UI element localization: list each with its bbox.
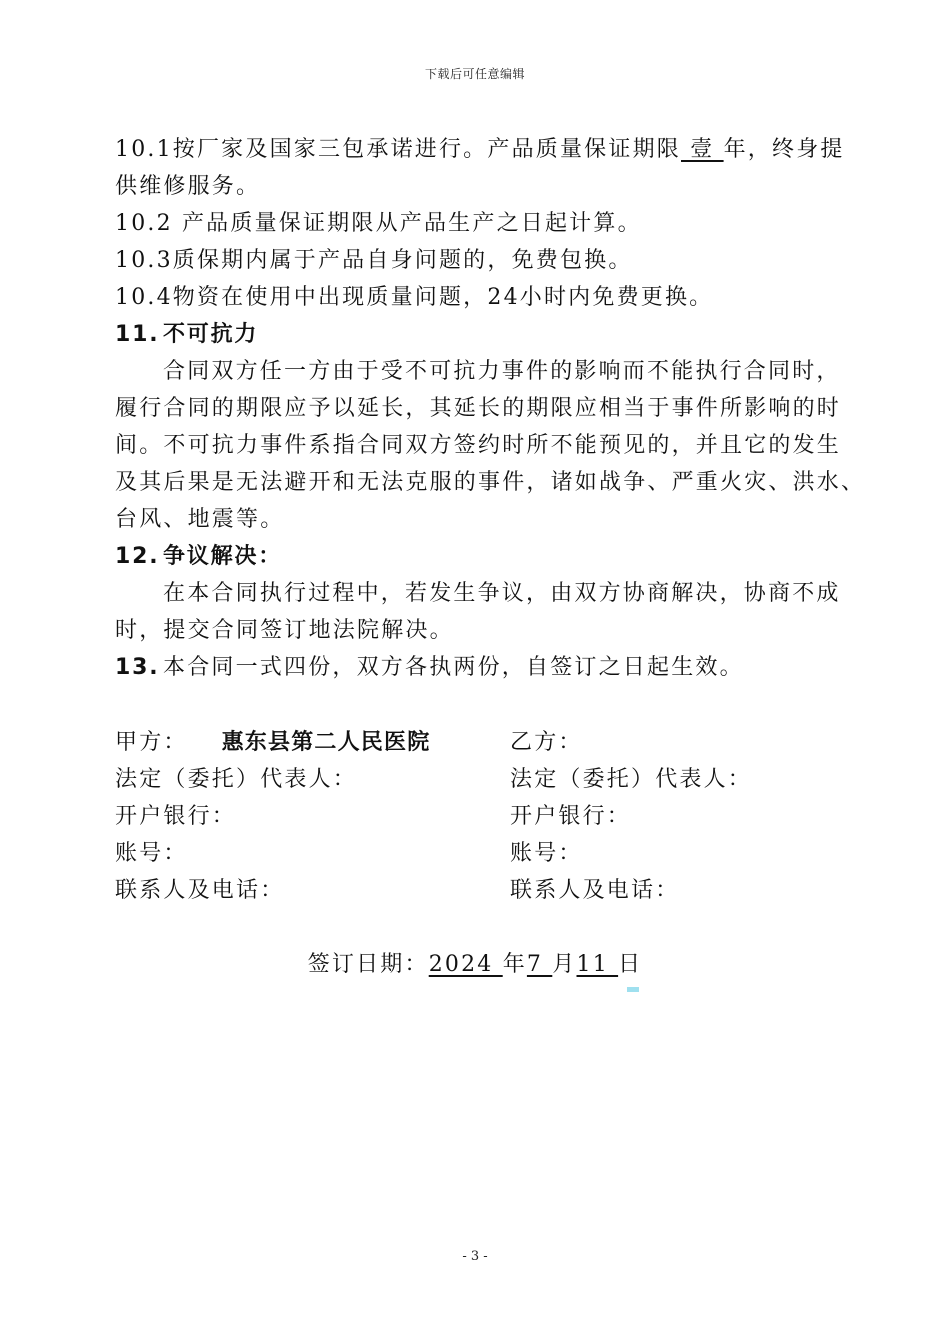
contact-row — [115, 872, 845, 909]
clause-12-number: 12. — [115, 544, 160, 569]
party-a-contact: 联系人及电话： — [115, 878, 285, 903]
representative-row — [115, 761, 845, 798]
warranty-period-value: 壹 — [681, 137, 724, 162]
party-b-label: 乙方： — [510, 730, 583, 755]
signature-block — [115, 724, 845, 909]
signing-year-unit: 年 — [502, 952, 527, 977]
clause-11-title: 不可抗力 — [163, 322, 259, 347]
party-a-bank: 开户银行： — [115, 804, 237, 829]
signing-date — [0, 946, 950, 983]
clause-12-line: 在本合同执行过程中，若发生争议，由双方协商解决，协商不成 — [163, 581, 841, 606]
clause-10-1-line-2: 供维修服务。 — [115, 174, 261, 199]
party-b-bank: 开户银行： — [510, 804, 632, 829]
clause-10-1-text-cont: 年，终身提 — [723, 137, 845, 162]
clause-13 — [115, 649, 845, 686]
bank-row — [115, 798, 845, 835]
clause-10-3: 10.3质保期内属于产品自身问题的，免费包换。 — [115, 248, 633, 273]
clause-10-1-text: 10.1按厂家及国家三包承诺进行。产品质量保证期限 — [115, 137, 681, 162]
clause-12-line: 时，提交合同签订地法院解决。 — [115, 618, 454, 643]
clause-11-line: 合同双方任一方由于受不可抗力事件的影响而不能执行合同时， — [163, 359, 841, 384]
party-b-contact: 联系人及电话： — [510, 878, 680, 903]
party-a-account: 账号： — [115, 841, 188, 866]
clause-10-2: 10.2 产品质量保证期限从产品生产之日起计算。 — [115, 211, 642, 236]
party-b-representative: 法定（委托）代表人： — [510, 767, 753, 792]
party-a-label: 甲方： — [115, 730, 188, 755]
clause-10-1-line-1 — [115, 131, 845, 168]
clause-10-4: 10.4物资在使用中出现质量问题，24小时内免费更换。 — [115, 285, 714, 310]
clause-11-line: 台风、地震等。 — [115, 507, 285, 532]
header-note: 下载后可任意编辑 — [424, 67, 525, 81]
clause-12-heading — [115, 538, 845, 575]
account-row — [115, 835, 845, 872]
signing-year: 2024 — [428, 952, 503, 977]
clause-11-line: 间。不可抗力事件系指合同双方签约时所不能预见的，并且它的发生 — [115, 433, 842, 458]
signing-month: 7 — [526, 952, 553, 977]
party-row — [115, 724, 845, 761]
party-b-account: 账号： — [510, 841, 583, 866]
signing-day: 11 — [576, 952, 619, 977]
clause-12-title: 争议解决： — [163, 544, 283, 569]
party-a-name: 惠东县第二人民医院 — [221, 730, 431, 755]
clause-11-heading — [115, 316, 845, 353]
clause-11-line: 履行合同的期限应予以延长，其延长的期限应相当于事件所影响的时 — [115, 396, 842, 421]
highlight-marker — [627, 987, 639, 992]
signing-date-label: 签订日期： — [307, 952, 429, 977]
contract-body — [115, 131, 866, 686]
signing-day-unit: 日 — [618, 952, 643, 977]
signing-month-unit: 月 — [552, 952, 577, 977]
clause-13-text: 本合同一式四份，双方各执两份，自签订之日起生效。 — [163, 655, 744, 680]
party-a-representative: 法定（委托）代表人： — [115, 767, 358, 792]
clause-11-number: 11. — [115, 322, 160, 347]
page-number: - 3 - — [462, 1249, 488, 1264]
clause-13-number: 13. — [115, 655, 160, 680]
party-a — [115, 724, 430, 761]
clause-11-line: 及其后果是无法避开和无法克服的事件，诸如战争、严重火灾、洪水、 — [115, 470, 866, 495]
